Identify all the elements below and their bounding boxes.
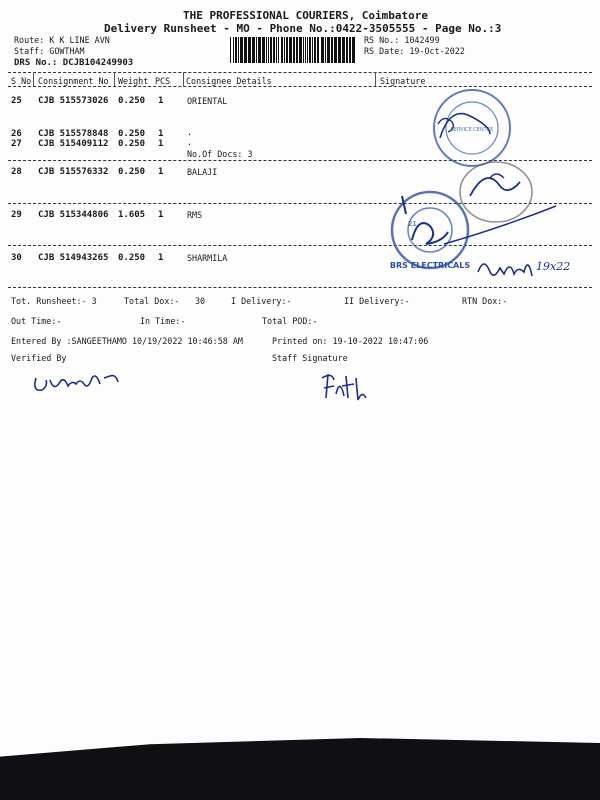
ii-delivery: II Delivery:- (344, 296, 410, 306)
barcode-bar (334, 37, 337, 63)
staff-signature (318, 368, 378, 408)
barcode-bar (338, 37, 341, 63)
stamp2-text: BRS ELECTRICALS (389, 261, 471, 270)
col-header-signature: Signature (380, 76, 426, 86)
rtn-dox: RTN Dox:- (462, 296, 508, 306)
col-divider (183, 72, 184, 86)
barcode-bar (233, 37, 234, 63)
barcode-bar (289, 37, 292, 63)
barcode-bar (346, 37, 348, 63)
printed-on: Printed on: 19-10-2022 10:47:06 (272, 336, 429, 346)
row-pcs: 1 (158, 210, 164, 220)
col-divider (375, 72, 376, 86)
scan-edge-shadow (0, 738, 600, 800)
runsheet-subtitle: Delivery Runsheet - MO - Phone No.:0422-3505555 - Page No.:3 (104, 22, 502, 35)
row-sno: 29 (11, 210, 22, 220)
barcode-bar (296, 37, 298, 63)
row-consignee: . (187, 137, 193, 147)
row-consignee: . (187, 127, 193, 137)
row-sno: 25 (11, 96, 22, 106)
barcode-bar (244, 37, 247, 63)
company-title: THE PROFESSIONAL COURIERS, Coimbatore (183, 9, 429, 22)
barcode-bar (238, 37, 239, 63)
row-sno: 28 (11, 167, 22, 177)
staff-signature-label: Staff Signature (272, 353, 348, 363)
barcode-bar (240, 37, 243, 63)
barcode-bar (230, 37, 231, 63)
recipient-signature (474, 250, 584, 290)
in-time: In Time:- (140, 316, 186, 326)
sig-date: 19x22 (536, 260, 571, 273)
barcode-bar (303, 37, 304, 63)
row-weight: 1.605 (118, 210, 146, 220)
col-header-consignee: Consignee Details (186, 76, 272, 86)
barcode-bar (312, 37, 313, 63)
barcode-bar (252, 37, 255, 63)
row-sno: 30 (11, 253, 22, 263)
barcode (230, 0, 360, 70)
row-consignee: RMS (187, 210, 203, 220)
total-dox-label: Total Dox:- (124, 296, 180, 306)
barcode-bar (281, 37, 283, 63)
barcode-bar (342, 37, 345, 63)
staff-label: Staff: GOWTHAM (14, 46, 85, 56)
barcode-bar (284, 37, 285, 63)
row-sno: 26 (11, 129, 22, 139)
col-header-weight: Weight (118, 76, 149, 86)
barcode-bar (276, 37, 277, 63)
barcode-bar (273, 37, 275, 63)
entered-by: Entered By :SANGEETHAMO 10/19/2022 10:46:58 AM (11, 336, 243, 346)
barcode-bar (270, 37, 272, 63)
total-dox-value: 30 (195, 296, 206, 306)
barcode-bar (309, 37, 311, 63)
row-pcs: 1 (158, 139, 164, 149)
row-consignee: SHARMILA (187, 253, 228, 263)
col-divider (114, 72, 115, 86)
row-consignment: CJB 514943265 (38, 253, 109, 263)
col-header-sno: S No (11, 76, 32, 86)
row-consignee: ORIENTAL (187, 96, 228, 106)
row-weight: 0.250 (118, 167, 146, 177)
row-consignment: CJB 515576332 (38, 167, 109, 177)
signature-line-stroke (440, 200, 560, 250)
row-pcs: 1 (158, 253, 164, 263)
barcode-bar (262, 37, 265, 63)
barcode-bar (305, 37, 306, 63)
row-pcs: 1 (158, 167, 164, 177)
row-consignment: CJB 515344806 (38, 210, 109, 220)
row-consignee: BALAJI (187, 167, 218, 177)
col-header-consignment: Consignment No (38, 76, 109, 86)
route-label: Route: K K LINE AVN (14, 35, 110, 45)
row-consignment: CJB 515409112 (38, 139, 109, 149)
stamp1-text: SERVICE CENTRE (450, 127, 494, 133)
barcode-bar (307, 37, 308, 63)
barcode-bar (321, 37, 324, 63)
docs-note: No.Of Docs: 3 (187, 149, 253, 159)
rs-date: RS Date: 19-Oct-2022 (364, 46, 465, 56)
row-pcs: 1 (158, 96, 164, 106)
barcode-bar (266, 37, 267, 63)
barcode-bar (325, 37, 326, 63)
row-sno: 27 (11, 139, 22, 149)
barcode-bar (286, 37, 288, 63)
row-consignment: CJB 515573026 (38, 96, 109, 106)
row-weight: 0.250 (118, 139, 146, 149)
barcode-bar (317, 37, 319, 63)
verified-by-label: Verified By (11, 353, 67, 363)
barcode-bar (248, 37, 251, 63)
row-pcs: 1 (158, 129, 164, 139)
verified-by-signature (30, 364, 130, 400)
barcode-bar (331, 37, 333, 63)
barcode-bar (235, 37, 237, 63)
row-weight: 0.250 (118, 96, 146, 106)
row-weight: 0.250 (118, 129, 146, 139)
table-top-rule (8, 72, 592, 73)
col-divider (33, 72, 34, 86)
barcode-bar (278, 37, 279, 63)
barcode-bar (352, 37, 355, 63)
barcode-bar (349, 37, 351, 63)
barcode-bar (327, 37, 330, 63)
row-weight: 0.250 (118, 253, 146, 263)
barcode-bar (293, 37, 295, 63)
rs-number: RS No.: 1042499 (364, 35, 440, 45)
barcode-bar (268, 37, 269, 63)
total-pod: Total POD:- (262, 316, 318, 326)
barcode-bar (314, 37, 316, 63)
barcode-bar (299, 37, 302, 63)
i-delivery: I Delivery:- (231, 296, 292, 306)
col-header-pcs: PCS (155, 76, 171, 86)
tot-runsheet: Tot. Runsheet:- 3 (11, 296, 97, 306)
drs-number: DRS No.: DCJB104249903 (14, 58, 134, 68)
row-consignment: CJB 515578848 (38, 129, 109, 139)
out-time: Out Time:- (11, 316, 62, 326)
barcode-bar (256, 37, 257, 63)
stamp2-num: 21 (408, 220, 417, 228)
barcode-bar (258, 37, 261, 63)
